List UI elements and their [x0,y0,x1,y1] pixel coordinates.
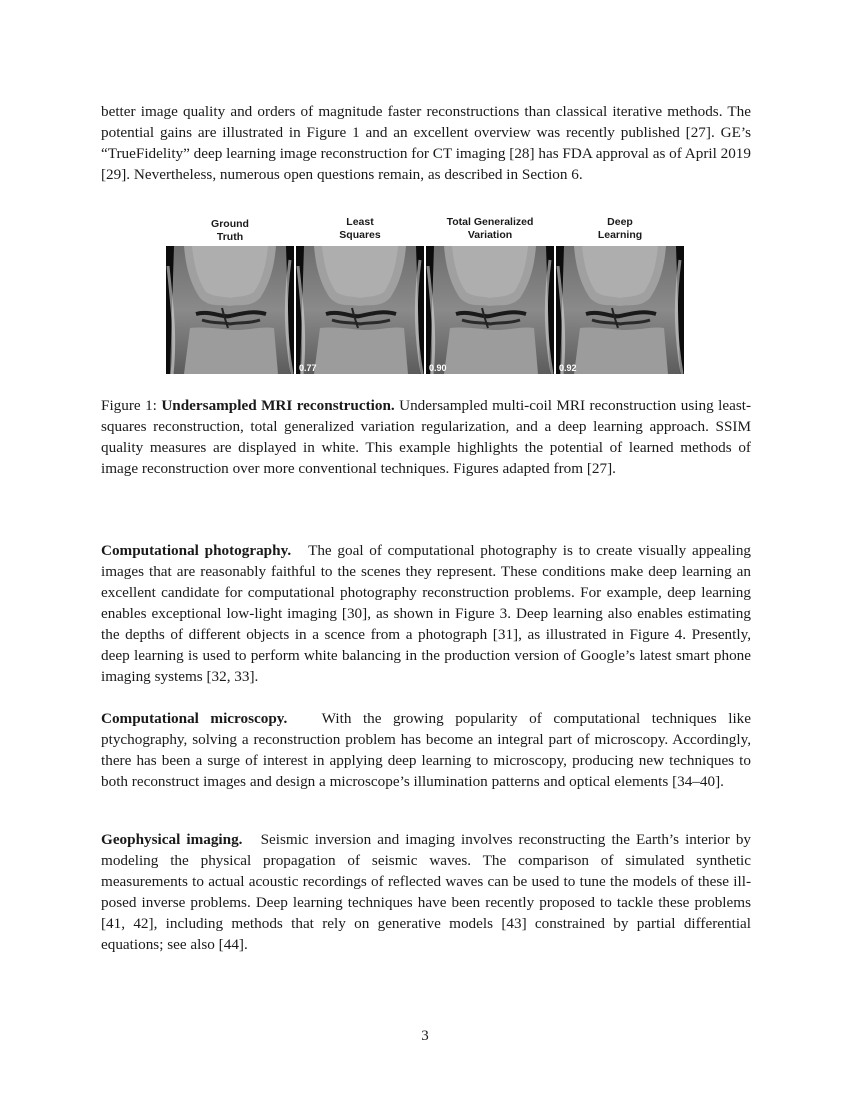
panel-image-deep-learning [556,246,684,374]
section-geophysical-imaging: Geophysical imaging. Seismic inversion and imaging involves reconstructing the Earth’s interior by modeling the physical propagation of seismic waves. The comparison of simulated synthetic measurements to actual acoustic recordings of reflected waves can be used to tune the models of these ill-posed inverse problems. Deep learning techniques have been recently proposed to tackle these problems [41, 42], including methods that rely on generative models [43] constrained by partial differential equations; see also [44]. [101,831,752,953]
section-computational-photography: Computational photography. The goal of computational photography is to create visually appealing images that are reasonably faithful to the scenes they represent. These conditions make deep learning an excellent candidate for computational photography reconstruction problems. For example, deep learning enables exceptional low-light imaging [30], as shown in Figure 3. Deep learning also enables estimating the depths of different objects in a scence from a photograph [31], as illustrated in Figure 4. Presently, deep learning is used to perform white balancing in the production version of Google’s latest smart phone imaging systems [32, 33]. [101,542,752,685]
mri-panels [166,246,684,374]
ssim-deep-learning: 0.92 [559,363,577,373]
section-heading: Computational photography. [101,542,292,559]
panel-image-ground-truth [166,246,294,374]
ssim-least-squares: 0.77 [299,363,317,373]
intro-paragraph: better image quality and orders of magnitude faster reconstructions than classical iterative methods. The potential gains are illustrated in Figure 1 and an excellent overview was recently published [27]. GE’s “TrueFidelity” deep learning image reconstruction for CT imaging [28] has FDA approval as of April 2019 [29]. Nevertheless, numerous open questions remain, as described in Section 6. [101,103,751,183]
section-heading: Computational microscopy. [101,710,288,727]
panel-title-deep-learning: Deep Learning [597,216,643,241]
panel-image-least-squares [296,246,424,374]
section-heading: Geophysical imaging. [101,831,243,848]
figure-1 [166,212,684,374]
panel-title-tgv: Total Generalized Variation [446,216,534,241]
panel-title-ground-truth: Ground Truth [211,218,249,243]
caption-title: Undersampled MRI reconstruction. [161,397,395,414]
ssim-tgv: 0.90 [429,363,447,373]
panel-title-least-squares: Least Squares [339,216,381,241]
section-computational-microscopy: Computational microscopy. With the growing popularity of computational techniques like ptychography, solving a reconstruction problem has become an integral part of microscopy. Accordingly, there has been a surge of interest in applying deep learning to microscopy, producing new techniques to both reconstruct images and design a microscope’s illumination patterns and optical elements [34–40]. [101,710,751,790]
page-number: 3 [421,1028,429,1044]
figure-caption: Figure 1: Undersampled MRI reconstruction. Undersampled multi-coil MRI reconstruction using least-squares reconstruction, total generalized variation regularization, and a deep learning approach. SSIM quality measures are displayed in white. This example highlights the potential of learned methods of image reconstruction over more conventional techniques. Figures adapted from [27]. [101,397,752,477]
panel-image-tgv [426,246,554,374]
